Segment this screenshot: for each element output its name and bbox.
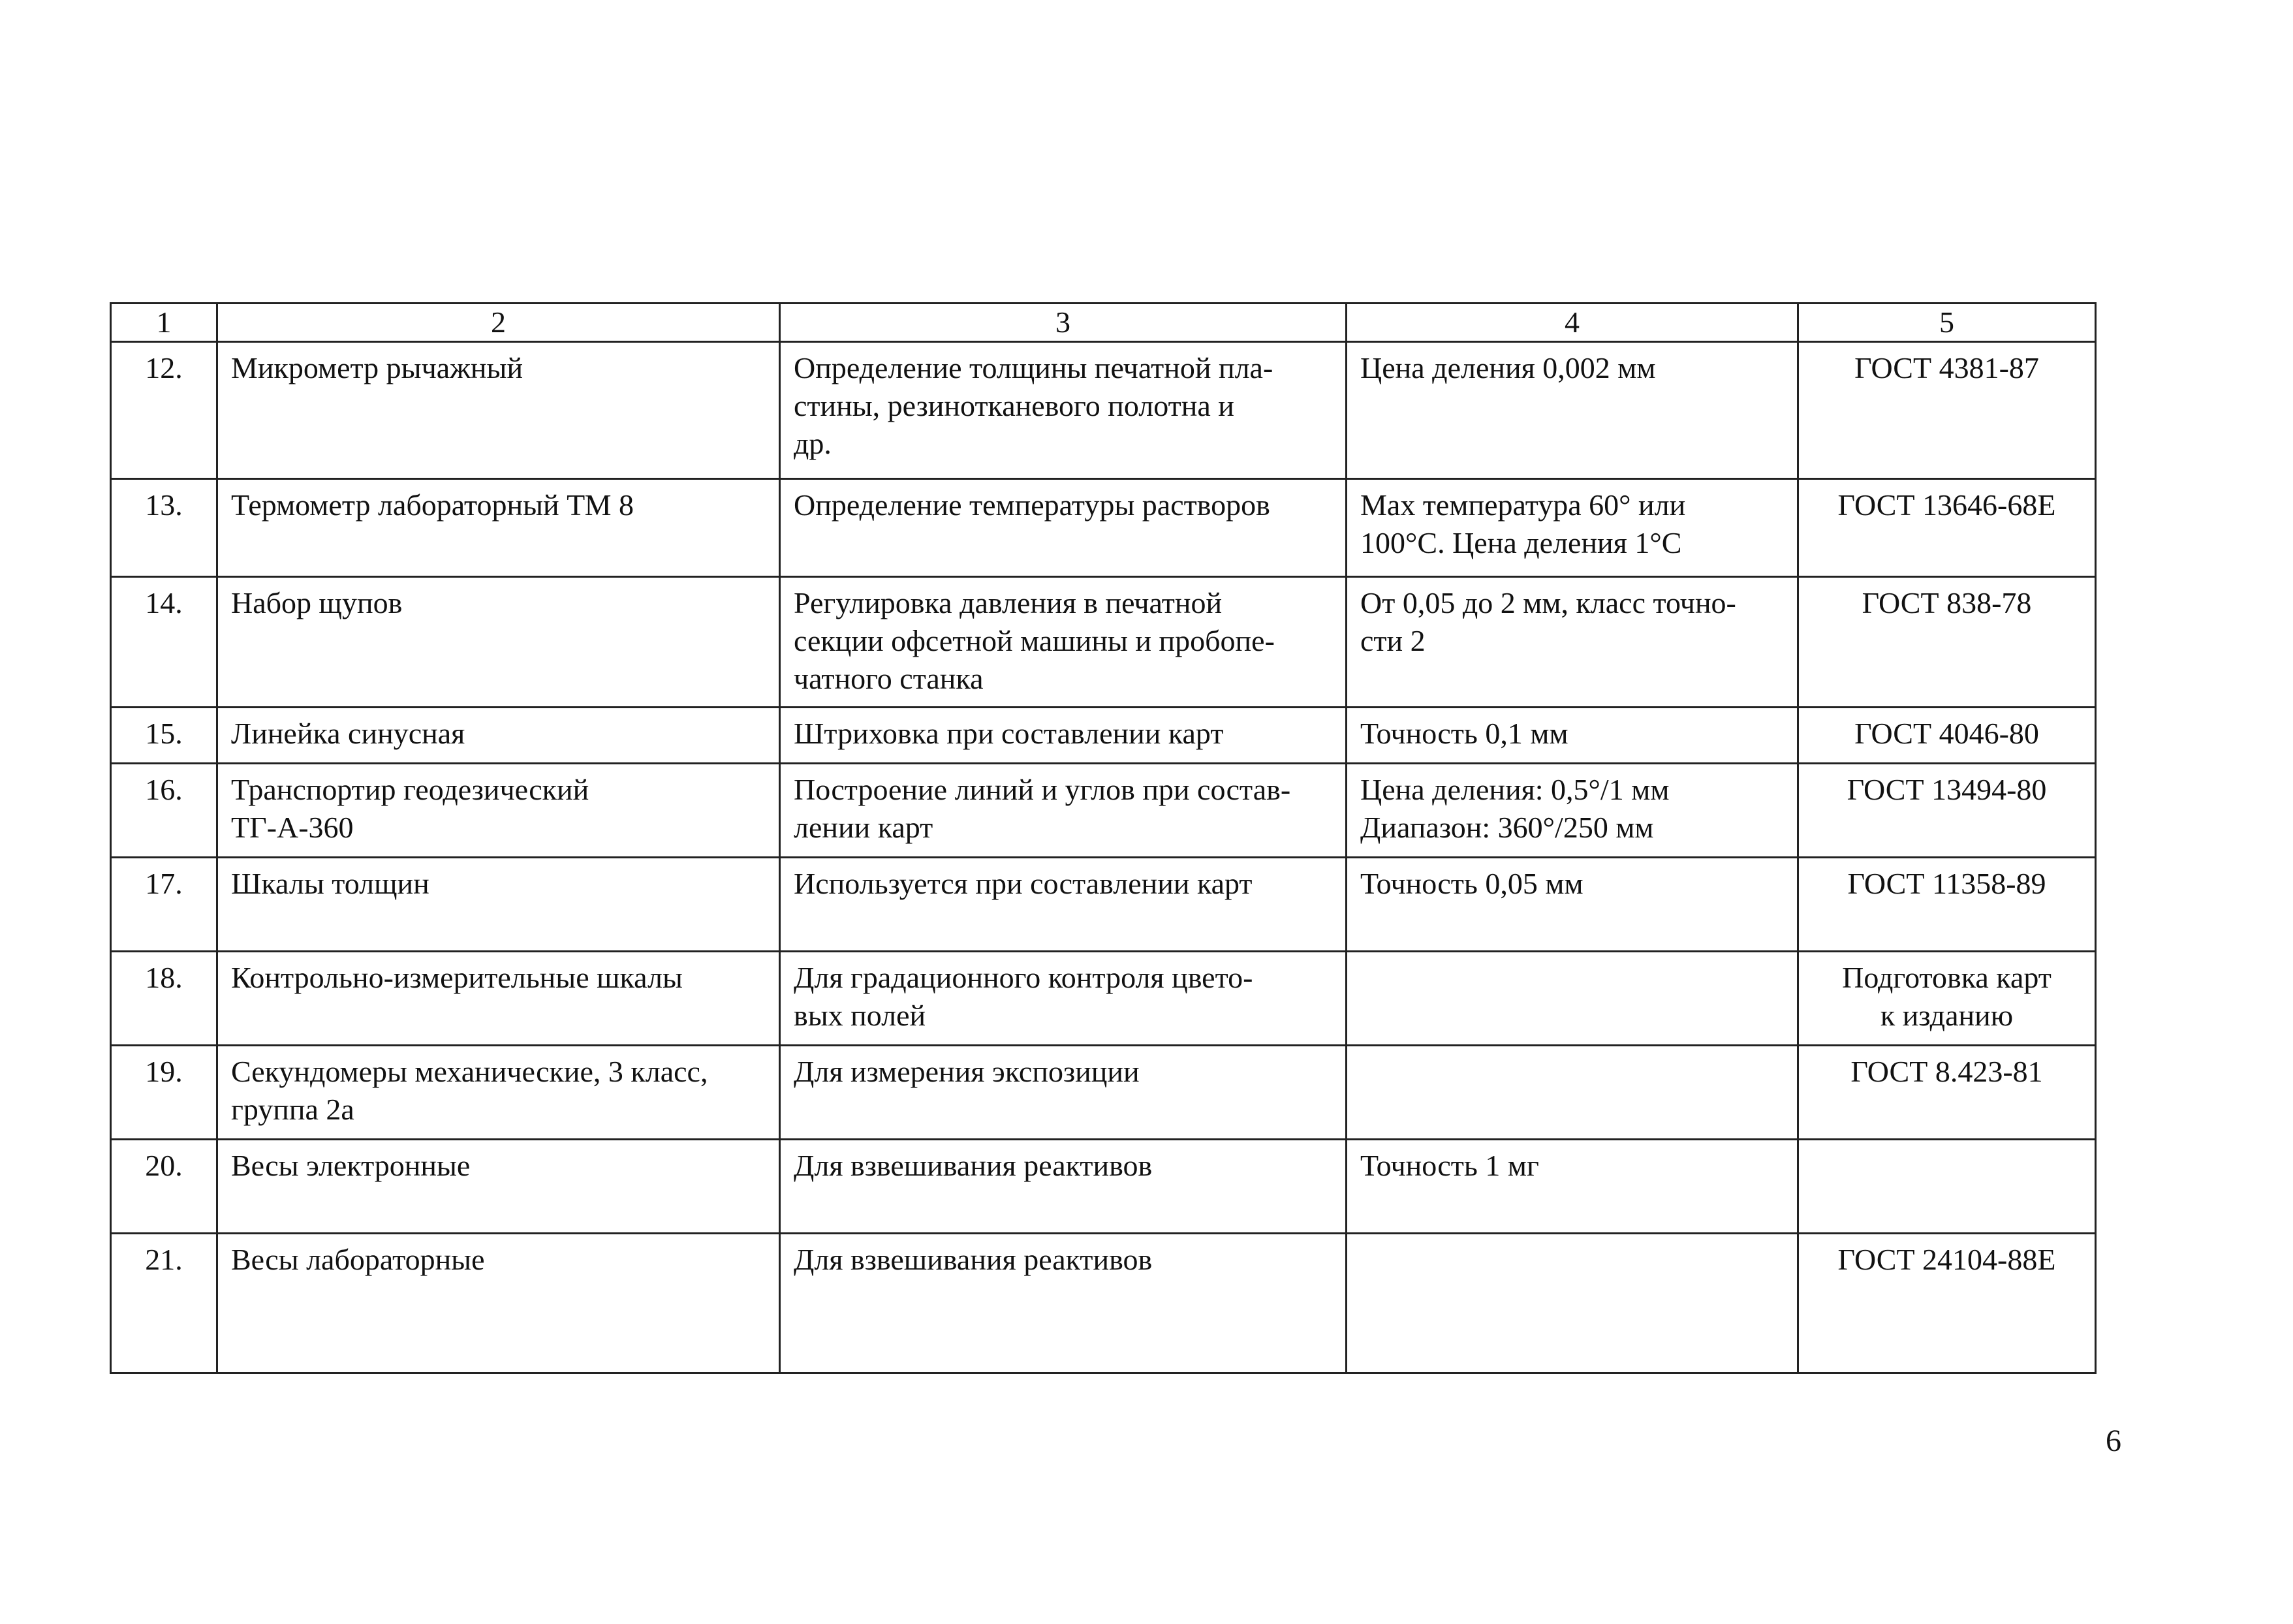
instrument-standard: ГОСТ 8.423-81 — [1798, 1046, 2096, 1140]
instrument-standard: ГОСТ 13646-68Е — [1798, 479, 2096, 577]
instrument-standard: ГОСТ 4381-87 — [1798, 342, 2096, 479]
row-number: 12. — [111, 342, 217, 479]
instrument-standard: ГОСТ 24104-88Е — [1798, 1234, 2096, 1373]
instrument-name: Весы электронные — [217, 1140, 780, 1234]
instrument-purpose: Определение температуры растворов — [780, 479, 1347, 577]
row-number: 19. — [111, 1046, 217, 1140]
instrument-spec: Точность 0,1 мм — [1347, 708, 1798, 764]
row-number: 14. — [111, 577, 217, 708]
instrument-purpose: Регулировка давления в печатной секции офсетной машины и пробопе- чатного станка — [780, 577, 1347, 708]
table-row — [111, 1234, 2096, 1373]
row-number: 15. — [111, 708, 217, 764]
instrument-standard: ГОСТ 13494-80 — [1798, 764, 2096, 858]
instrument-name: Секундомеры механические, 3 класс, группа 2а — [217, 1046, 780, 1140]
column-header-3: 3 — [780, 304, 1347, 342]
row-number: 17. — [111, 858, 217, 952]
instrument-purpose: Для градационного контроля цвето- вых полей — [780, 952, 1347, 1046]
row-number: 18. — [111, 952, 217, 1046]
table-row — [111, 577, 2096, 708]
instrument-purpose: Штриховка при составлении карт — [780, 708, 1347, 764]
instrument-name: Контрольно-измерительные шкалы — [217, 952, 780, 1046]
instrument-spec: Мах температура 60° или 100°С. Цена деления 1°С — [1347, 479, 1798, 577]
instrument-standard: ГОСТ 838-78 — [1798, 577, 2096, 708]
instrument-name: Микрометр рычажный — [217, 342, 780, 479]
instrument-name: Термометр лабораторный ТМ 8 — [217, 479, 780, 577]
instrument-purpose: Для взвешивания реактивов — [780, 1234, 1347, 1373]
instrument-spec: Цена деления 0,002 мм — [1347, 342, 1798, 479]
row-number: 16. — [111, 764, 217, 858]
row-number: 20. — [111, 1140, 217, 1234]
instrument-name: Линейка синусная — [217, 708, 780, 764]
column-header-4: 4 — [1347, 304, 1798, 342]
equipment-table — [110, 302, 2097, 1374]
instrument-spec: Точность 1 мг — [1347, 1140, 1798, 1234]
instrument-spec — [1347, 952, 1798, 1046]
instrument-standard: ГОСТ 4046-80 — [1798, 708, 2096, 764]
instrument-spec — [1347, 1046, 1798, 1140]
table-row — [111, 1140, 2096, 1234]
instrument-name: Набор щупов — [217, 577, 780, 708]
instrument-spec: Точность 0,05 мм — [1347, 858, 1798, 952]
page-number: 6 — [2106, 1424, 2121, 1458]
instrument-name: Транспортир геодезический ТГ-А-360 — [217, 764, 780, 858]
instrument-spec: Цена деления: 0,5°/1 мм Диапазон: 360°/250 мм — [1347, 764, 1798, 858]
row-number: 13. — [111, 479, 217, 577]
instrument-standard: Подготовка карт к изданию — [1798, 952, 2096, 1046]
instrument-purpose: Используется при составлении карт — [780, 858, 1347, 952]
row-number: 21. — [111, 1234, 217, 1373]
table-row — [111, 764, 2096, 858]
table-row — [111, 858, 2096, 952]
header-row — [111, 304, 2096, 342]
table-row — [111, 342, 2096, 479]
table-row — [111, 708, 2096, 764]
column-header-1: 1 — [111, 304, 217, 342]
table-row — [111, 479, 2096, 577]
table-row — [111, 952, 2096, 1046]
instrument-name: Весы лабораторные — [217, 1234, 780, 1373]
table-row — [111, 1046, 2096, 1140]
column-header-2: 2 — [217, 304, 780, 342]
instrument-spec — [1347, 1234, 1798, 1373]
instrument-purpose: Для взвешивания реактивов — [780, 1140, 1347, 1234]
column-header-5: 5 — [1798, 304, 2096, 342]
instrument-standard: ГОСТ 11358-89 — [1798, 858, 2096, 952]
instrument-spec: От 0,05 до 2 мм, класс точно- сти 2 — [1347, 577, 1798, 708]
instrument-name: Шкалы толщин — [217, 858, 780, 952]
instrument-purpose: Построение линий и углов при состав- лении карт — [780, 764, 1347, 858]
instrument-purpose: Для измерения экспозиции — [780, 1046, 1347, 1140]
instrument-purpose: Определение толщины печатной пла- стины, резинотканевого полотна и др. — [780, 342, 1347, 479]
instrument-standard — [1798, 1140, 2096, 1234]
